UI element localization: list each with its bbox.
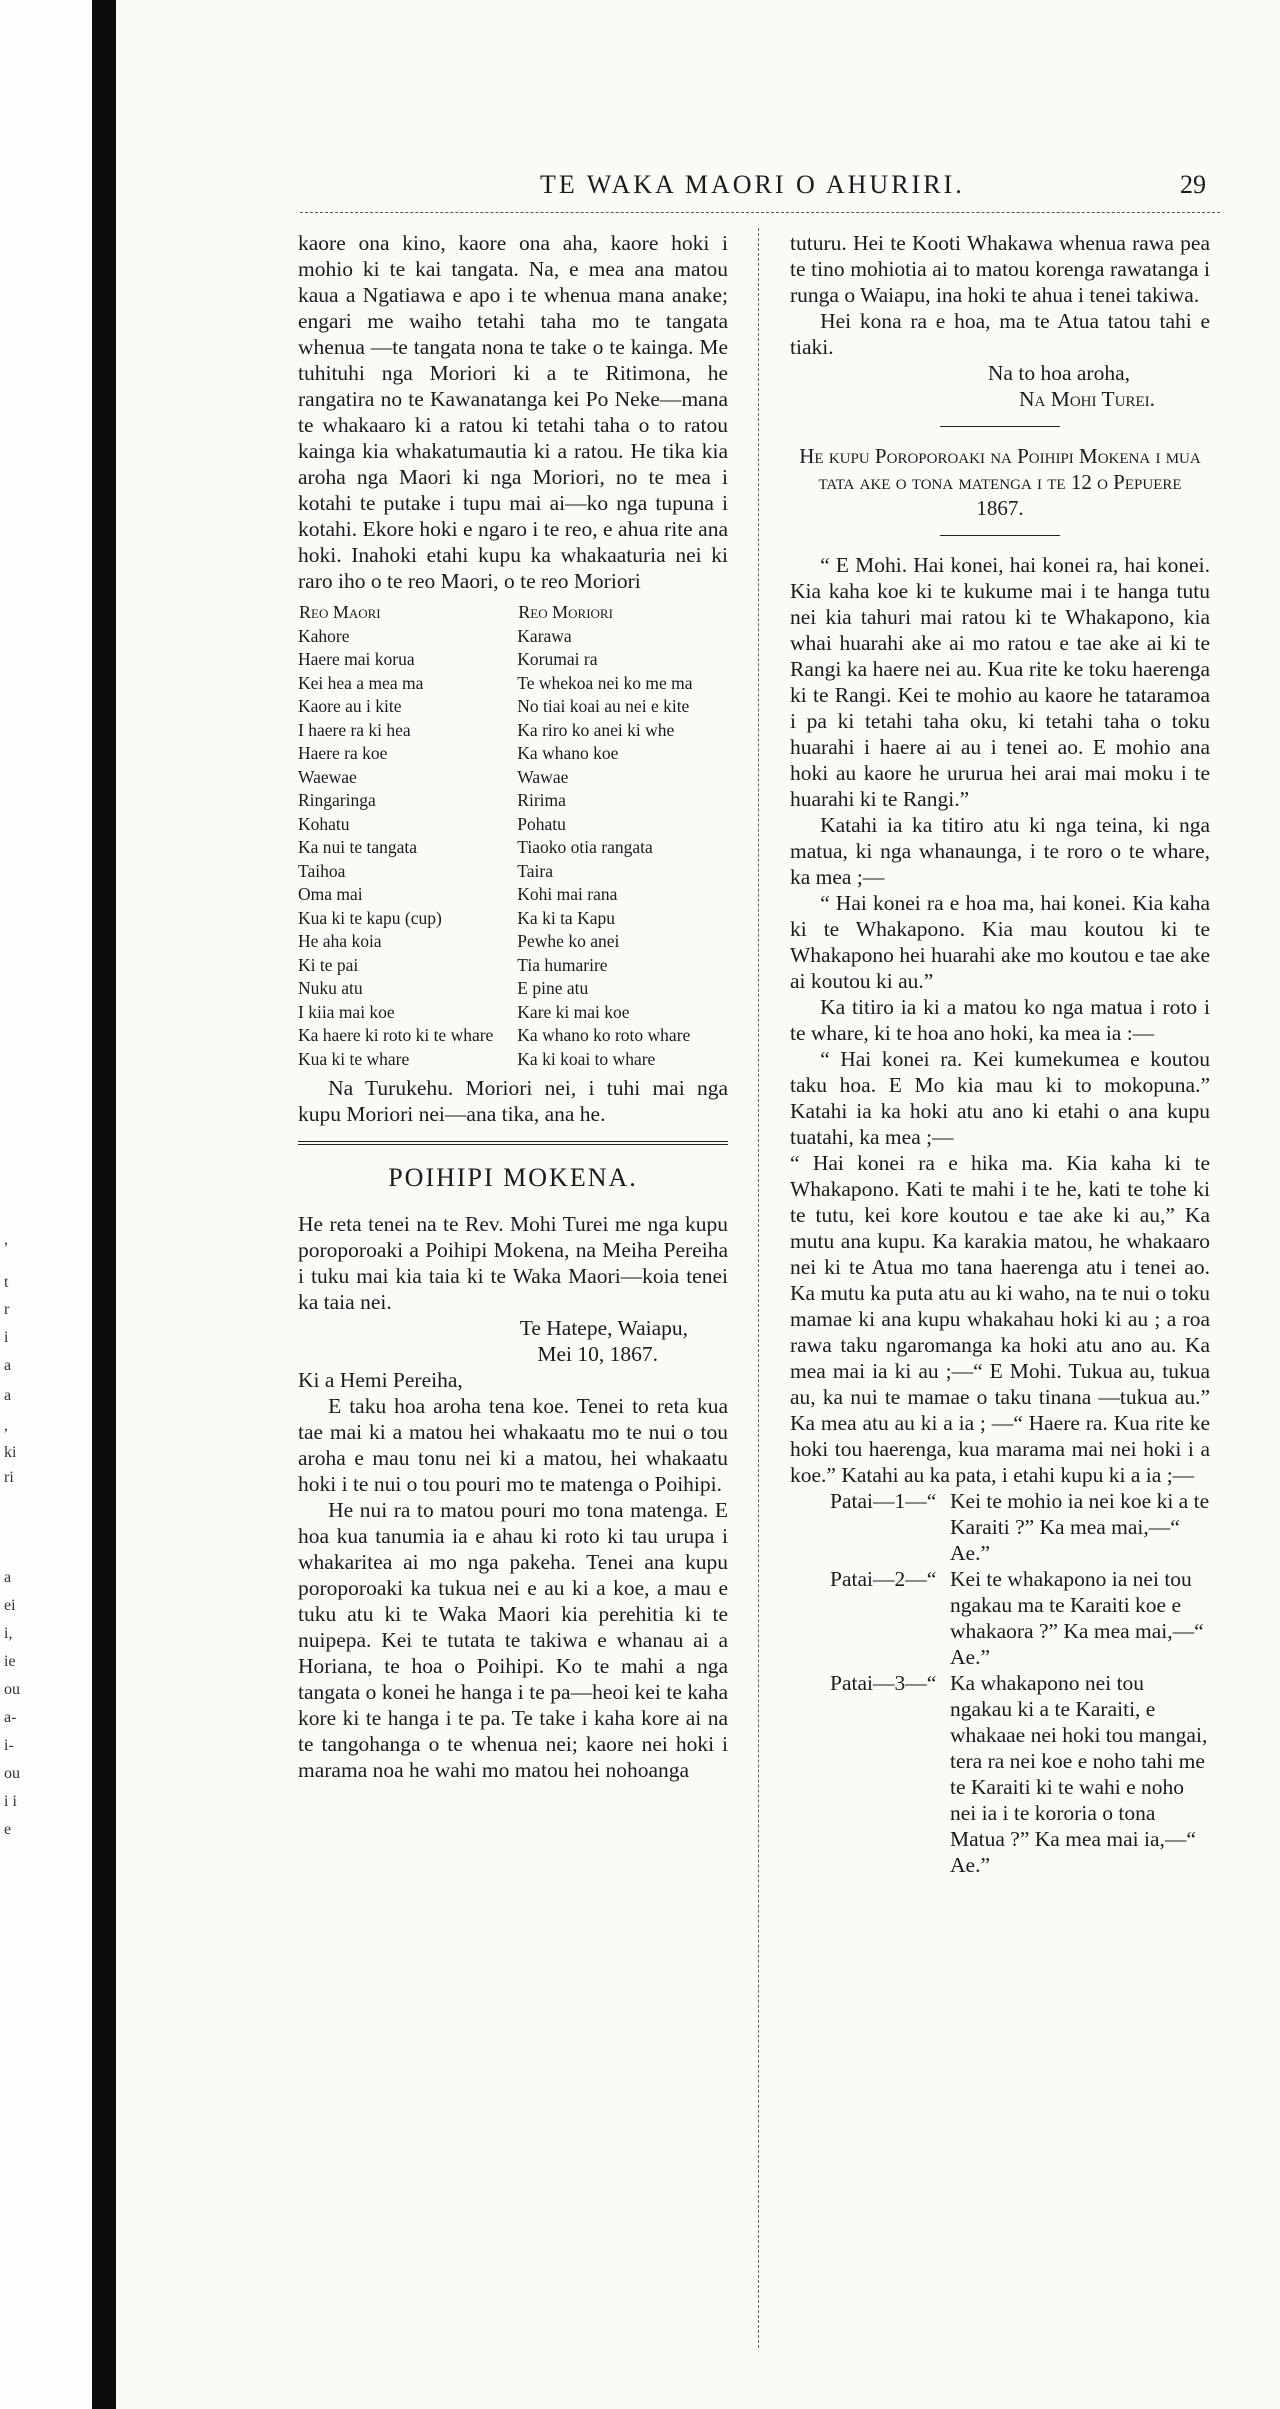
fragment-text: ou — [4, 1765, 20, 1782]
fragment-text: i i — [4, 1793, 17, 1810]
fragment-text: , — [4, 1231, 8, 1248]
moriori-term: Pohatu — [517, 813, 566, 834]
moriori-term: Korumai ra — [517, 649, 598, 669]
vocabulary-rows — [298, 627, 728, 1074]
moriori-term: Wawae — [517, 766, 569, 787]
maori-term: I kiia mai koe — [298, 1001, 395, 1022]
maori-term: Ki te pai — [298, 954, 359, 975]
page-binding-edge — [92, 0, 116, 2409]
article-title: POIHIPI MOKENA. — [388, 1163, 638, 1192]
maori-term: Kohatu — [298, 813, 350, 834]
fragment-text: t — [4, 1274, 9, 1291]
vocab-row — [298, 721, 728, 745]
fragment-text: r — [4, 1301, 10, 1318]
farewell-heading: He kupu Poroporoaki na Poihipi Mokena i mua tata ake o tona matenga i te 12 o Pepuere 1867. — [799, 444, 1201, 520]
paragraph: “ Hai konei ra e hoa ma, hai konei. Kia kaha ki te Whakapono. Kia mau koutou ki te Whakapono hei huarahi ake mo koutou e tae ake ai koutou ki au.” — [790, 891, 1210, 993]
moriori-term: Karawa — [517, 625, 572, 646]
moriori-term: Ririma — [517, 790, 566, 810]
paragraph: kaore ona kino, kaore ona aha, kaore hoki i mohio ki te kai tangata. Na, e mea ana matou kaua a Ngatiawa e apo i te whenua mana anake; engari me waiho tetahi taha mo te tangata whenua —te tangata nona te take o te kainga. Me tuhituhi nga Moriori ki a te Ritimona, he rangatira no te Kawanatanga kei Po Neke—mana te whakaaro ki a ratou ki tetahi taha o to ratou kainga kia whakatumautia ki a ratou. He tika kia aroha nga Maori ki nga Moriori, no te mea i kotahi te putake i tupu mai ai—ko nga tupuna i kotahi. Ekore hoki e ngaro i te reo, e ahua rite ana hoki. Inahoki etahi kupu ka whakaaturia nei ki raro iho o te reo Maori, o te reo Moriori — [298, 231, 728, 593]
moriori-term: E pine atu — [517, 978, 589, 998]
maori-term: Waewae — [298, 766, 357, 787]
letter-date: Mei 10, 1867. — [537, 1342, 658, 1366]
vocab-row — [298, 862, 728, 886]
maori-term: Haere ra koe — [298, 743, 388, 763]
question-text: Kei te mohio ia nei koe ki a te Karaiti ?” Ka mea mai,—“ Ae.” — [950, 1489, 1210, 1565]
letter-signature: Na Mohi Turei. — [1018, 387, 1155, 411]
letter-salutation: Ki a Hemi Pereiha, — [298, 1368, 463, 1392]
question-item — [830, 1566, 1210, 1670]
maori-term: He aha koia — [298, 931, 382, 951]
question-item — [830, 1670, 1210, 1878]
column-header-reo-moriori: Reo Moriori — [518, 602, 613, 622]
fragment-text: a — [4, 1569, 12, 1586]
moriori-term: Ka ki koai to whare — [517, 1048, 656, 1069]
fragment-text: ie — [4, 1653, 16, 1670]
maori-term: Ka haere ki roto ki te whare — [298, 1025, 494, 1045]
moriori-term: Kare ki mai koe — [517, 1001, 630, 1022]
fragment-text: e — [4, 1821, 12, 1838]
paragraph: “ Hai konei ra. Kei kumekumea e koutou taku hoa. E Mo kia mau ki to mokopuna.” Katahi ia ka hoki atu ano ki etahi o ana kupu tuatahi, ka mea ;— — [790, 1047, 1210, 1149]
fragment-text: a — [4, 1357, 12, 1374]
fragment-text: ou — [4, 1681, 20, 1698]
adjacent-page-margin — [0, 0, 92, 2409]
paragraph: “ E Mohi. Hai konei, hai konei ra, hai konei. Kia kaha koe ki te kukume mai i te hanga tutu nei kia tahuri mai ratou ki te Whakapono, kia whai huarahi ake ai mo ratou e tae ake ai ki te Rangi ka haere nei au. Kua rite ke toku haerenga ki te Rangi. Kei te mohio au kaore he tataramoa i pa ki tetahi taha oku, ki tetahi taha o toku huarahi i haere ai au i tenei ao. E mohio ana hoki au kaore he ururua hei arai mai moku i te huarahi ki te Rangi.” — [790, 553, 1210, 811]
vocab-row — [298, 697, 728, 721]
vocab-row — [298, 815, 728, 839]
letter-place: Te Hatepe, Waiapu, — [519, 1316, 688, 1340]
paragraph: He nui ra to matou pouri mo tona matenga. E hoa kua tanumia ia e ahau ki roto ki tau urupa i whakaritea ai mo nga pakeha. Tenei ana kupu poroporoaki ka tukua nei e au ki a koe, a mau e tuku atu ki te Waka Maori kia perehitia ki te nuipepa. Kei te tutata te takiwa e whanau ai a Horiana, te hoa o Poihipi. Ko te mahi a nga tangata o konei he hanga i te pa—heoi kei te kaha kore ki te hanga i te pa. Te take i kaha kore ai na te tangohanga o te whenua nei; kaore nei hoki i marama noa he wahi mo matou hei nohoanga — [298, 1498, 728, 1782]
header-rule — [300, 212, 1220, 213]
fragment-text: ri — [4, 1469, 14, 1486]
right-column — [790, 230, 1210, 1878]
moriori-term: Kohi mai rana — [517, 884, 618, 904]
vocab-row — [298, 979, 728, 1003]
vocab-row — [298, 1003, 728, 1027]
fragment-text: a- — [4, 1709, 17, 1726]
maori-term: Kahore — [298, 625, 350, 646]
left-column — [298, 230, 728, 1783]
maori-term: Haere mai korua — [298, 649, 415, 669]
vocab-row — [298, 956, 728, 980]
maori-term: Nuku atu — [298, 978, 363, 998]
paragraph: Hei kona ra e hoa, ma te Atua tatou tahi e tiaki. — [790, 309, 1210, 359]
fragment-text: i, — [4, 1625, 13, 1642]
fragment-text: i- — [4, 1737, 14, 1754]
maori-term: Kei hea a mea ma — [298, 672, 424, 693]
question-label: Patai—3—“ — [830, 1671, 937, 1695]
moriori-term: Pewhe ko anei — [517, 931, 620, 951]
vocab-row — [298, 1050, 728, 1074]
rule — [940, 535, 1060, 536]
section-divider — [298, 1141, 728, 1145]
question-text: Kei te whakapono ia nei tou ngakau ma te Karaiti koe e whakaora ?” Ka mea mai,—“ Ae.” — [950, 1567, 1204, 1669]
maori-term: Ringaringa — [298, 790, 376, 810]
maori-term: Kua ki te whare — [298, 1048, 410, 1069]
fragment-text: ei — [4, 1597, 16, 1614]
page-number: 29 — [1180, 170, 1206, 199]
vocab-row — [298, 885, 728, 909]
fragment-text: i — [4, 1329, 9, 1346]
vocab-row — [298, 909, 728, 933]
vocab-row — [298, 744, 728, 768]
maori-term: Taihoa — [298, 860, 346, 881]
vocab-row — [298, 1026, 728, 1050]
vocab-row — [298, 791, 728, 815]
vocab-row — [298, 932, 728, 956]
moriori-term: Ka whano ko roto whare — [517, 1025, 691, 1045]
paragraph: E taku hoa aroha tena koe. Tenei to reta kua tae mai ki a matou hei whakaatu mo te nui o tou aroha e mau tonu nei ki a matou, hei whakaatu hoki i te nui o tou pouri mo te matenga o Poihipi. — [298, 1394, 728, 1496]
maori-term: Oma mai — [298, 884, 363, 904]
moriori-term: Te whekoa nei ko me ma — [517, 672, 693, 693]
paragraph: tuturu. Hei te Kooti Whakawa whenua rawa pea te tino mohiotia ai to matou korenga rawatanga i runga o Waiapu, ina hoki te ahua i tenei takiwa. — [790, 231, 1210, 307]
paragraph: Katahi ia ka titiro atu ki nga teina, ki nga matua, ki nga whanaunga, i te roro o te whare, ka mea ;— — [790, 813, 1210, 889]
maori-term: Ka nui te tangata — [298, 837, 418, 857]
maori-term: I haere ra ki hea — [298, 719, 411, 740]
vocab-row — [298, 768, 728, 792]
question-text: Ka whakapono nei tou ngakau ki a te Karaiti, e whakaae nei hoki tou mangai, tera ra nei koe e noho tahi me te Karaiti ki te wahi e noho nei ia i te kororia o tona Matua ?” Ka mea mai ia,—“ Ae.” — [950, 1671, 1208, 1877]
letter-closing: Na to hoa aroha, — [987, 361, 1130, 385]
vocab-row — [298, 674, 728, 698]
moriori-term: No tiai koai au nei e kite — [517, 696, 690, 716]
moriori-term: Tia humarire — [517, 954, 608, 975]
maori-term: Kaore au i kite — [298, 696, 402, 716]
vocab-row — [298, 838, 728, 862]
question-item — [830, 1488, 1210, 1566]
vocab-row — [298, 650, 728, 674]
paragraph: Na Turukehu. Moriori nei, i tuhi mai nga kupu Moriori nei—ana tika, ana he. — [298, 1076, 728, 1126]
column-header-reo-maori: Reo Maori — [299, 602, 381, 622]
question-label: Patai—2—“ — [830, 1567, 937, 1591]
moriori-term: Ka riro ko anei ki whe — [517, 719, 675, 740]
fragment-text: a — [4, 1387, 12, 1404]
column-divider — [758, 228, 759, 2348]
vocab-row — [298, 627, 728, 651]
article-intro: He reta tenei na te Rev. Mohi Turei me nga kupu poroporoaki a Poihipi Mokena, na Meiha Pereiha i tuku mai kia taia ki te Waka Maori—koia tenei ka taia nei. — [298, 1212, 728, 1314]
moriori-term: Ka whano koe — [517, 743, 619, 763]
paragraph: Ka titiro ia ki a matou ko nga matua i roto i te whare, ki te hoa ano hoki, ka mea ia :— — [790, 995, 1210, 1045]
paragraph: “ Hai konei ra e hika ma. Kia kaha ki te Whakapono. Kati te mahi i te he, kati te tohe ki te tutu, kei kore koutou e tae ake ki au,” Ka mutu ana kupu. Ka karakia matou, he whakaaro nei ki te Atua mo tana haerenga atu i tenei ao. Ka mutu ka puta atu au ki waho, na te nui o toku mamae ki ana kupu whakahau hoki ki au ; a roa rawa taku ngaromanga ka hoki atu ano au. Ka mea mai ia ki au ;—“ E Mohi. Tukua au, tukua au, ka nui te mamae o taku tinana —tukua au.” Ka mea atu au ki a ia ; —“ Haere ra. Kua rite ke hoki tou haerenga, kua marama mai nei hoki i a koe.” Katahi au ka pata, i etahi kupu ki a ia ;— — [790, 1151, 1210, 1487]
fragment-text: ki — [4, 1444, 17, 1461]
maori-term: Kua ki te kapu (cup) — [298, 907, 442, 928]
question-label: Patai—1—“ — [830, 1489, 937, 1513]
moriori-term: Taira — [517, 860, 553, 881]
fragment-text: , — [4, 1417, 8, 1434]
vocabulary-table — [298, 602, 728, 1073]
moriori-term: Ka ki ta Kapu — [517, 907, 615, 928]
moriori-term: Tiaoko otia rangata — [517, 837, 653, 857]
running-header: TE WAKA MAORI O AHURIRI. — [540, 170, 965, 199]
rule — [940, 426, 1060, 427]
